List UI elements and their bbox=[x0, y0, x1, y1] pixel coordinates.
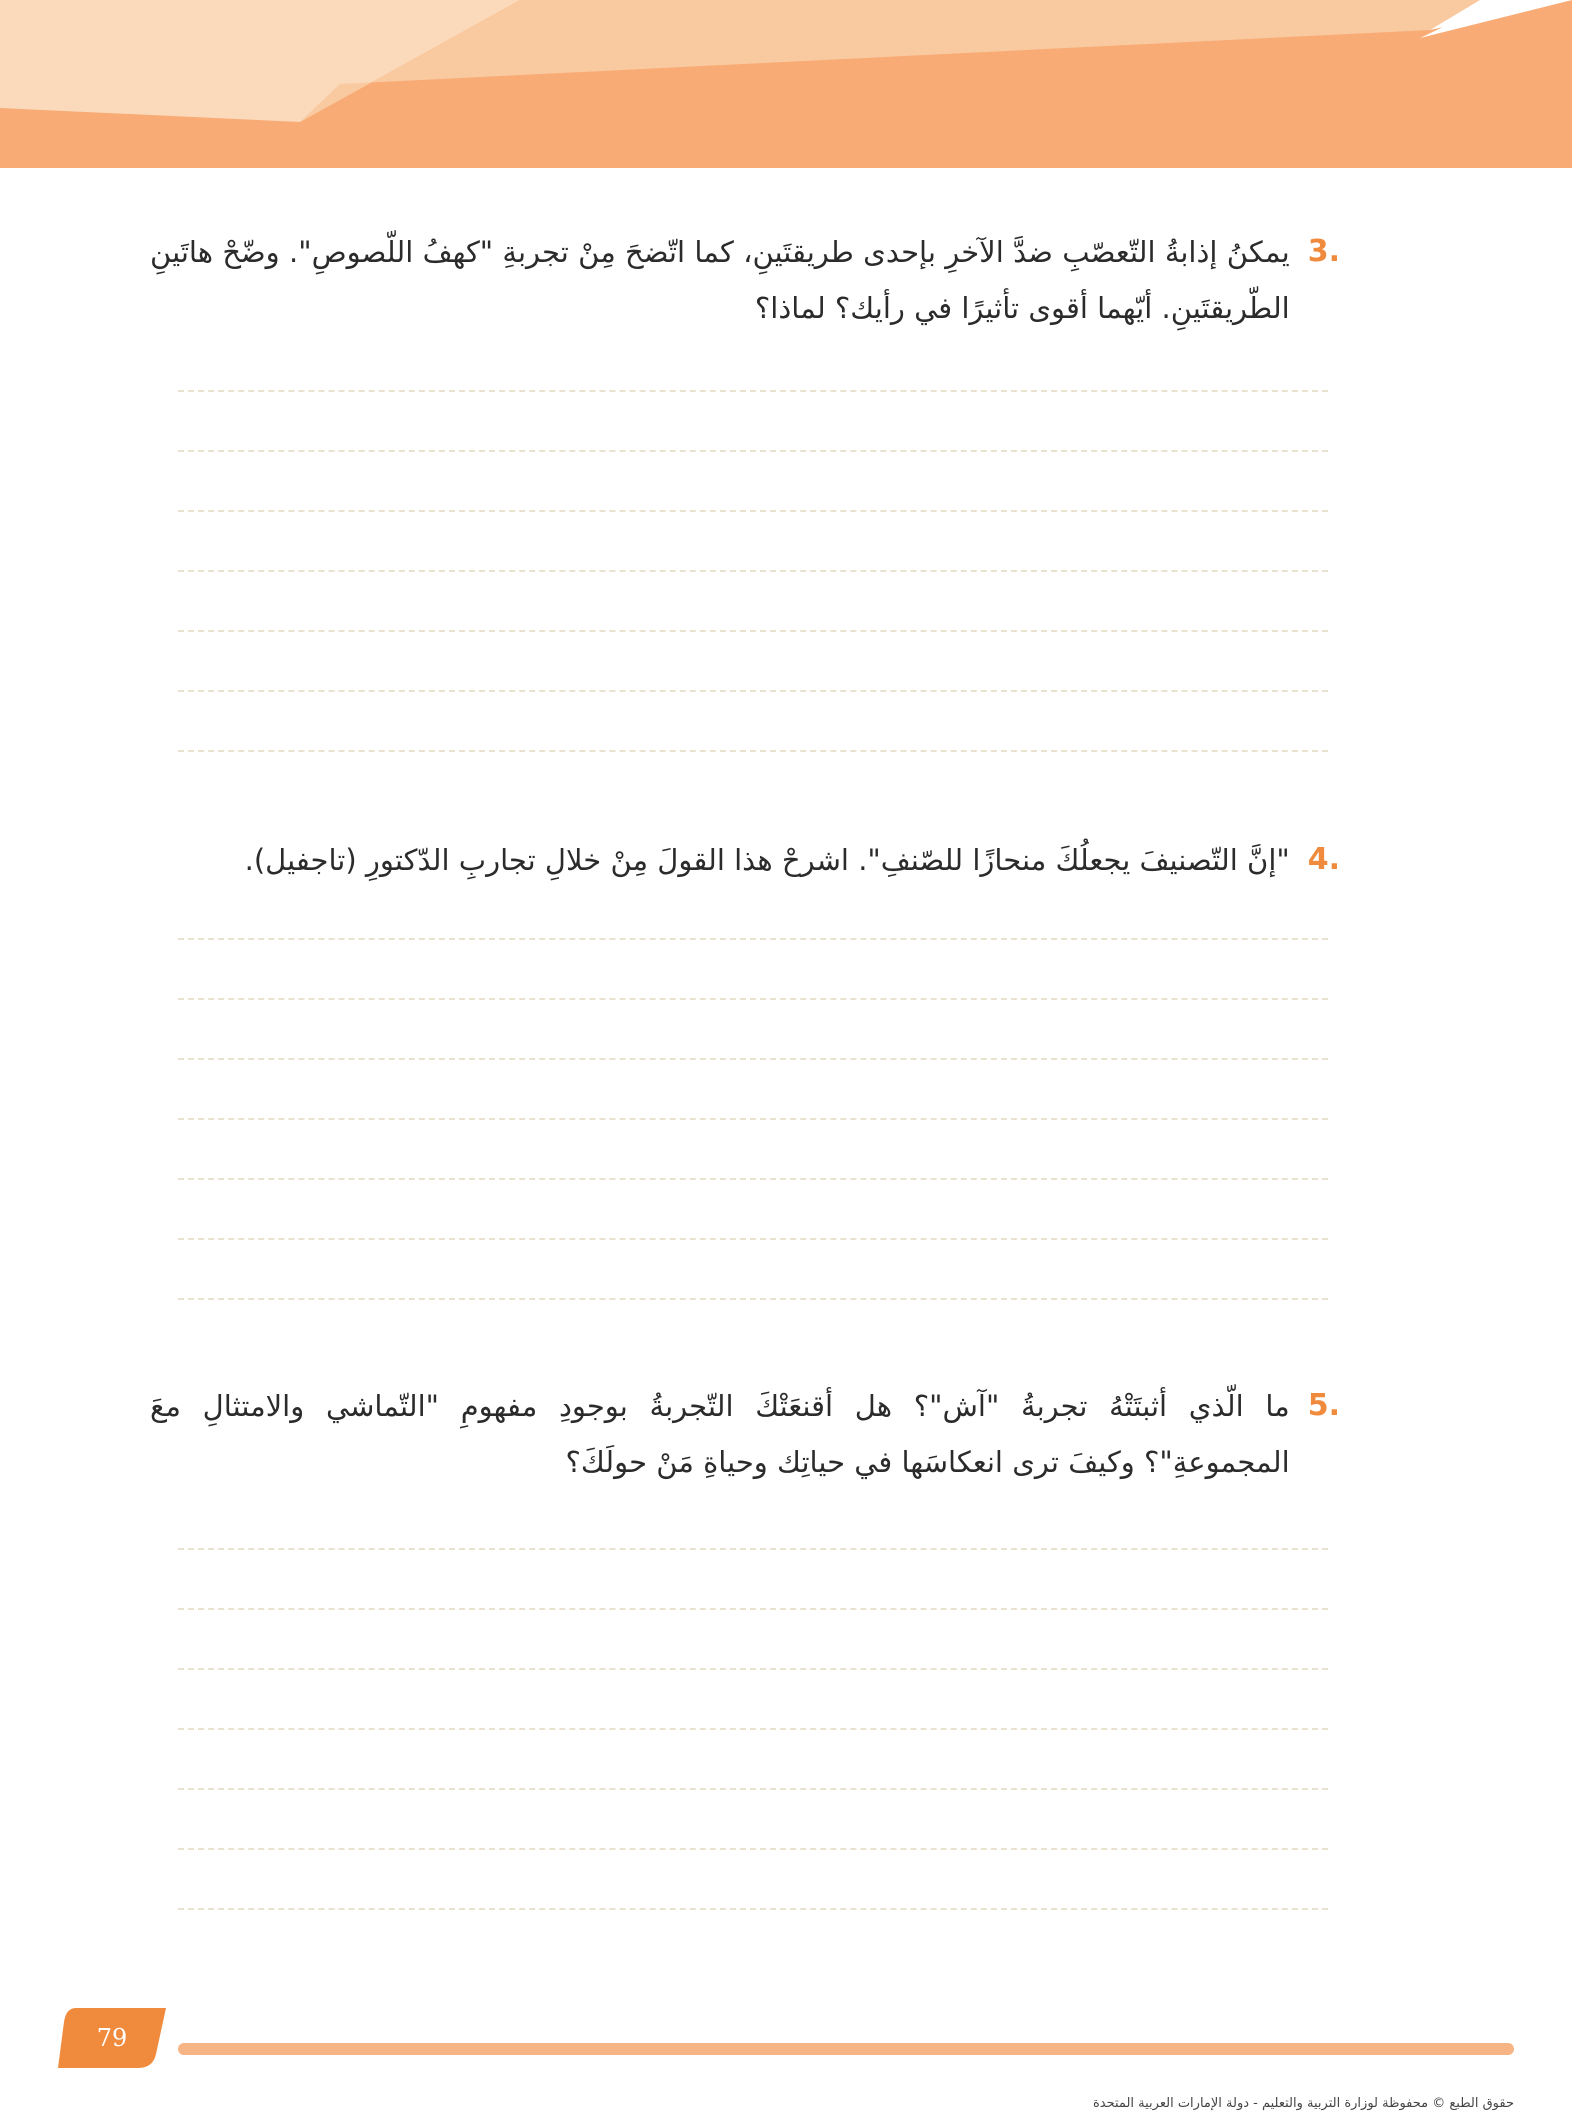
answer-line[interactable] bbox=[178, 510, 1328, 512]
question-5 bbox=[150, 1378, 1340, 1490]
answer-line[interactable] bbox=[178, 570, 1328, 572]
answer-area-5[interactable] bbox=[178, 1548, 1328, 1918]
answer-line[interactable] bbox=[178, 1178, 1328, 1180]
question-4 bbox=[150, 832, 1340, 888]
answer-line[interactable] bbox=[178, 1848, 1328, 1850]
answer-area-4[interactable] bbox=[178, 938, 1328, 1308]
question-number: .4 bbox=[1307, 842, 1340, 877]
page-number-badge bbox=[58, 2008, 166, 2068]
answer-line[interactable] bbox=[178, 630, 1328, 632]
answer-line[interactable] bbox=[178, 690, 1328, 692]
answer-line[interactable] bbox=[178, 750, 1328, 752]
question-number: .5 bbox=[1307, 1388, 1340, 1423]
answer-line[interactable] bbox=[178, 1118, 1328, 1120]
answer-line[interactable] bbox=[178, 1608, 1328, 1610]
footer-bar bbox=[178, 2043, 1514, 2055]
answer-line[interactable] bbox=[178, 1058, 1328, 1060]
answer-line[interactable] bbox=[178, 1728, 1328, 1730]
question-3 bbox=[150, 224, 1340, 336]
answer-line[interactable] bbox=[178, 1668, 1328, 1670]
answer-line[interactable] bbox=[178, 1298, 1328, 1300]
answer-line[interactable] bbox=[178, 450, 1328, 452]
header-shapes bbox=[0, 0, 1572, 168]
question-number: .3 bbox=[1307, 234, 1340, 269]
answer-line[interactable] bbox=[178, 1548, 1328, 1550]
answer-line[interactable] bbox=[178, 390, 1328, 392]
question-text: "إنَّ التّصنيفَ يجعلُكَ منحازًا للصّنفِ". اشرحْ هذا القولَ مِنْ خلالِ تجاربِ الدّكتورِ (تاجفيل). bbox=[244, 843, 1290, 877]
answer-line[interactable] bbox=[178, 1238, 1328, 1240]
question-text: ما الّذي أثبتَتْهُ تجربةُ "آش"؟ هل أقنعَتْكَ التّجربةُ بوجودِ مفهومِ "التّماشي والامتثالِ معَ المجموعةِ"؟ وكيفَ ترى انعكاسَها في حياتِك وحياةِ مَنْ حولَكَ؟ bbox=[150, 1389, 1290, 1479]
copyright-notice: حقوق الطبع © محفوظة لوزارة التربية والتعليم - دولة الإمارات العربية المتحدة bbox=[1092, 2096, 1514, 2111]
question-5-row bbox=[150, 1378, 1340, 1490]
question-3-row bbox=[150, 224, 1340, 336]
header-decoration bbox=[0, 0, 1572, 168]
answer-line[interactable] bbox=[178, 1788, 1328, 1790]
answer-area-3[interactable] bbox=[178, 390, 1328, 760]
answer-line[interactable] bbox=[178, 938, 1328, 940]
question-4-row bbox=[150, 832, 1340, 888]
page-number: 79 bbox=[96, 2024, 128, 2052]
answer-line[interactable] bbox=[178, 1908, 1328, 1910]
question-text: يمكنُ إذابةُ التّعصّبِ ضدَّ الآخرِ بإحدى طريقتَينِ، كما اتّضحَ مِنْ تجربةِ "كهفُ اللّصوصِ". وضّحْ هاتَينِ الطّريقتَينِ. أيّهما أقوى تأثيرًا في رأيك؟ لماذا؟ bbox=[150, 235, 1290, 325]
answer-line[interactable] bbox=[178, 998, 1328, 1000]
